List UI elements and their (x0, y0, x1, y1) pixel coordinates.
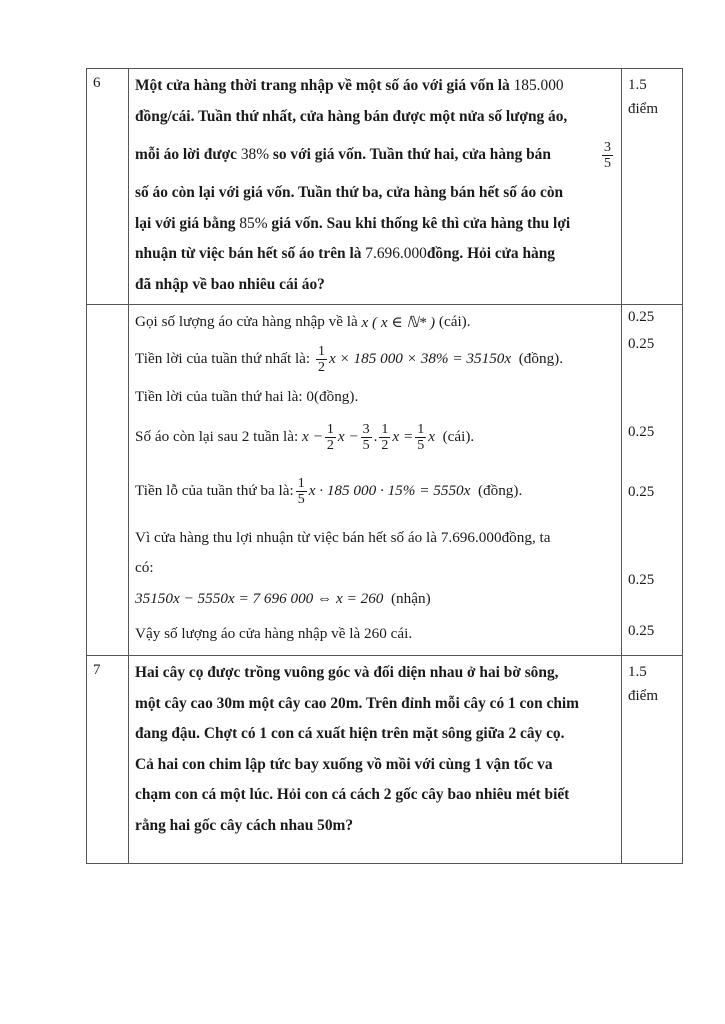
q6-line-5: lại với giá bằng 85% giá vốn. Sau khi thống kê thì cửa hàng thu lợi (135, 214, 571, 232)
q6-line-6: nhuận từ việc bán hết số áo trên là 7.696.000đồng. Hỏi cửa hàng (135, 245, 555, 262)
question-7-row (87, 656, 683, 864)
question-6-text (129, 69, 622, 305)
solution-line-2: Tiền lời của tuần thứ nhất là: $\frac{1}{2}$ x × 185 000 × 38% = 35150x (đồng). (135, 343, 564, 375)
score: 0.25 (628, 309, 655, 325)
fraction: $\frac{1}{5}$ (297, 475, 305, 507)
fraction: $\frac{1}{2}$ (317, 343, 325, 375)
question-6-points: 1.5 điểm (622, 69, 683, 305)
score: 0.25 (628, 484, 655, 500)
solution-line-5: Tiền lỗ của tuần thứ ba là: $\frac{1}{5}$ x · 185 000 · 15% = 5550x (đồng). (135, 475, 523, 507)
q7-line: rằng hai gốc cây cách nhau 50m? (135, 816, 354, 834)
score: 0.25 (628, 336, 655, 352)
question-6-row (87, 69, 683, 305)
score: 0.25 (628, 623, 655, 639)
solution-line-6: Vì cửa hàng thu lợi nhuận từ việc bán hết số áo là 7.696.000 đồng, ta (135, 529, 551, 546)
q6-line-1: Một cửa hàng thời trang nhập về một số áo với giá vốn là 185.000 (135, 77, 564, 94)
q7-line: Cả hai con chim lập tức bay xuống vồ mồi với cùng 1 vận tốc va (135, 755, 553, 773)
q7-line: chạm con cá một lúc. Hỏi con cá cách 2 gốc cây bao nhiêu mét biết (135, 786, 570, 803)
q7-line: Hai cây cọ được trồng vuông góc và đối diện nhau ở hai bờ sông, (135, 664, 559, 681)
solution-line-3: Tiền lời của tuần thứ hai là: 0 (đồng). (135, 388, 359, 405)
question-6-solution-row (87, 305, 683, 656)
solution-6-scores (622, 305, 683, 656)
solution-line-9: Vậy số lượng áo cửa hàng nhập về là 260 cái. (135, 625, 413, 642)
question-number: 6 (87, 69, 129, 305)
q6-line-2: đồng/cái. Tuần thứ nhất, cửa hàng bán được một nửa số lượng áo, (135, 107, 568, 125)
q7-line: đang đậu. Chợt có 1 con cá xuất hiện trên mặt sông giữa 2 cây cọ. (135, 725, 565, 742)
q6-line-7: đã nhập về bao nhiêu cái áo? (135, 275, 325, 293)
fraction: $\frac{3}{5}$ (604, 139, 611, 171)
score: 0.25 (628, 572, 655, 588)
q6-line-4: số áo còn lại với giá vốn. Tuần thứ ba, cửa hàng bán hết số áo còn (135, 184, 564, 201)
score: 0.25 (628, 424, 655, 440)
question-7-points: 1.5 điểm (622, 656, 683, 864)
solution-line-8: 35150x − 5550x = 7 696 000 ⇔ x = 260 (nhận) (135, 590, 431, 607)
q7-line: một cây cao 30m một cây cao 20m. Trên đỉnh mỗi cây có 1 con chim (135, 694, 579, 712)
exam-answer-table (86, 68, 683, 864)
solution-6 (129, 305, 622, 656)
solution-line-1: Gọi số lượng áo cửa hàng nhập về là x ( x ∈ ℕ* ) (cái). (135, 313, 471, 331)
question-number: 7 (87, 656, 129, 864)
q6-line-3: mỗi áo lời được 38% so với giá vốn. Tuần thứ hai, cửa hàng bán $\frac{3}{5}$ (135, 139, 611, 171)
question-7-text (129, 656, 622, 864)
solution-line-7: có: (135, 559, 154, 576)
solution-line-4: Số áo còn lại sau 2 tuần là: x − $\frac{1}{2}$ x − $\frac{3}{5}$ . $\frac{1}{2}$ x = $\frac{1}{5}$ x (cái). (135, 421, 475, 453)
